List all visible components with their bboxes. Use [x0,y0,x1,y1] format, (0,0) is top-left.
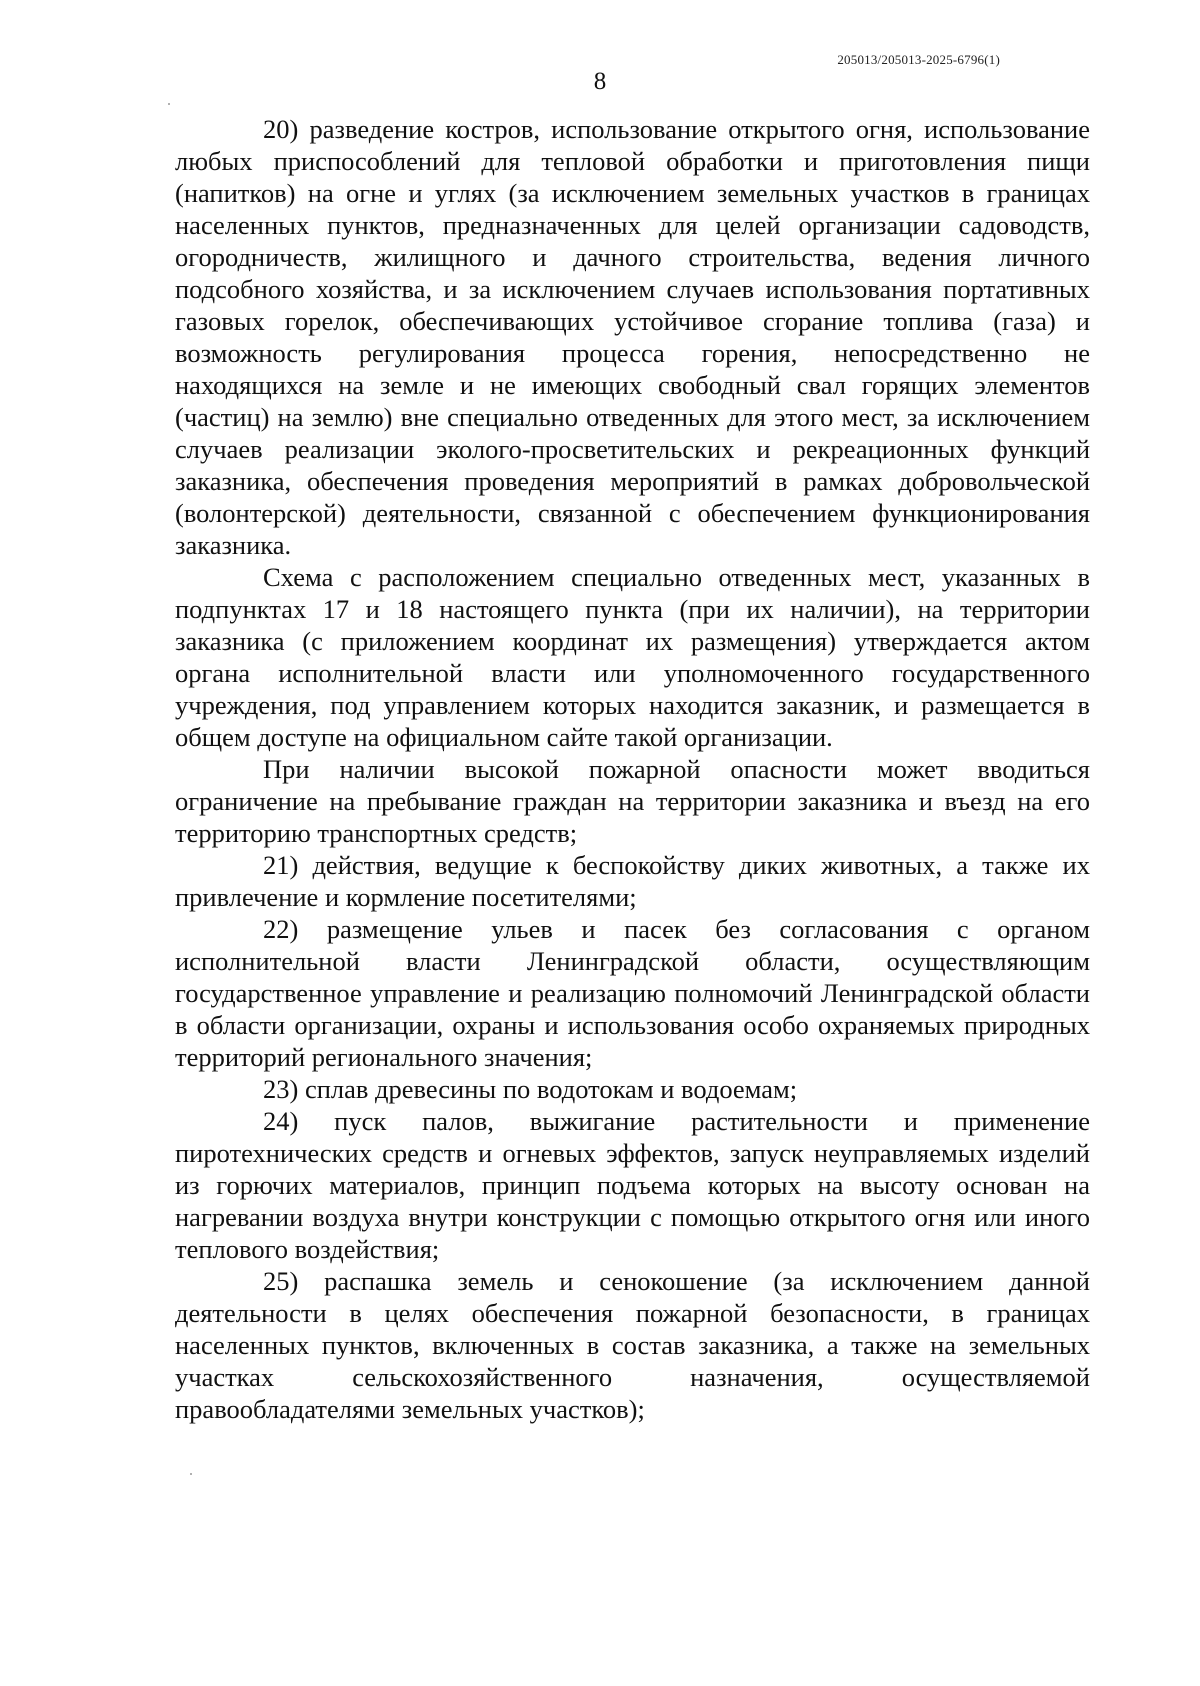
paragraph-item-20: 20) разведение костров, использование открытого огня, использование любых приспособлений для тепловой обработки и приготовления пищи (напитков) на огне и углях (за исключением земельных участков в границах населенных пунктов, предназначенных для целей организации садоводств, огородничеств, жилищного и дачного строительства, ведения личного подсобного хозяйства, и за исключением случаев использования портативных газовых горелок, обеспечивающих устойчивое сгорание топлива (газа) и возможность регулирования процесса горения, непосредственно не находящихся на земле и не имеющих свободный свал горящих элементов (частиц) на землю) вне специально отведенных для этого мест, за исключением случаев реализации эколого-просветительских и рекреационных функций заказника, обеспечения проведения мероприятий в рамках добровольческой (волонтерской) деятельности, связанной с обеспечением функционирования заказника. [175,114,1090,560]
paragraph-item-23: 23) сплав древесины по водотокам и водоемам; [263,1074,798,1104]
page-number: 8 [593,68,607,95]
document-id: 205013/205013-2025-6796(1) [837,52,1000,67]
paragraph-fire-danger-restriction: При наличии высокой пожарной опасности может вводиться ограничение на пребывание граждан на территории заказника и въезд на его территорию транспортных средств; [175,754,1090,848]
document-body [175,113,1090,1425]
paragraph-scheme-of-places: Схема с расположением специально отведенных мест, указанных в подпунктах 17 и 18 настоящего пункта (при их наличии), на территории заказника (с приложением координат их размещения) утверждается актом органа исполнительной власти или уполномоченного государственного учреждения, под управлением которых находится заказник, и размещается в общем доступе на официальном сайте такой организации. [175,562,1090,752]
paragraph-item-22: 22) размещение ульев и пасек без согласования с органом исполнительной власти Ленинградской области, осуществляющим государственное управление и реализацию полномочий Ленинградской области в области организации, охраны и использования особо охраняемых природных территорий регионального значения; [175,914,1090,1072]
scan-speck [190,1473,192,1475]
paragraph-item-24: 24) пуск палов, выжигание растительности и применение пиротехнических средств и огневых эффектов, запуск неуправляемых изделий из горючих материалов, принцип подъема которых на высоту основан на нагревании воздуха внутри конструкции с помощью открытого огня или иного теплового воздействия; [175,1106,1090,1264]
scan-speck [168,103,170,105]
paragraph-item-21: 21) действия, ведущие к беспокойству диких животных, а также их привлечение и кормление посетителями; [175,850,1090,912]
paragraph-item-25: 25) распашка земель и сенокошение (за исключением данной деятельности в целях обеспечения пожарной безопасности, в границах населенных пунктов, включенных в состав заказника, а также на земельных участках сельскохозяйственного назначения, осуществляемой правообладателями земельных участков); [175,1266,1090,1424]
